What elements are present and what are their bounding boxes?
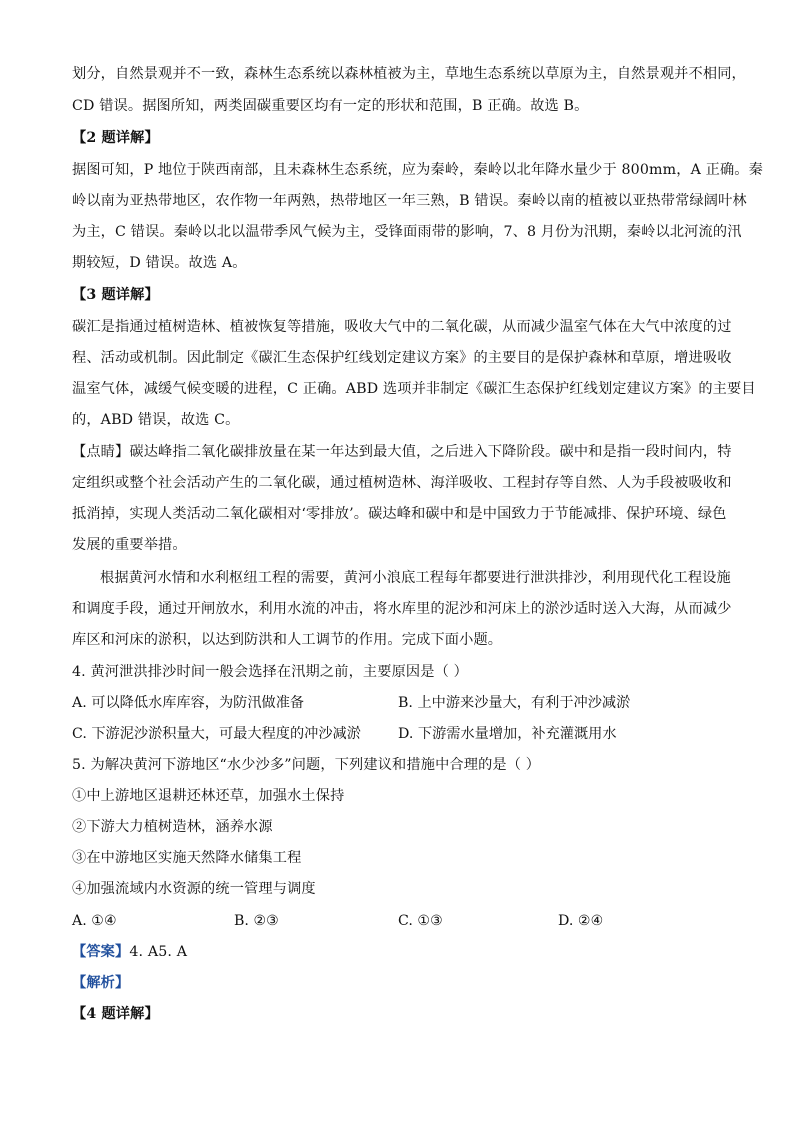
section-heading: 【4 题详解】 (72, 1006, 159, 1022)
option-4a: A. 可以降低水库库容，为防汛做准备 (72, 695, 305, 711)
text-line: 的，ABD 错误，故选 C。 (72, 412, 240, 428)
statement-1: ①中上游地区退耕还林还草，加强水土保持 (72, 788, 345, 804)
analysis-tag: 【解析】 (72, 975, 130, 991)
option-4c: C. 下游泥沙淤积量大，可最大程度的冲沙减淤 (72, 726, 361, 742)
question-4: 4. 黄河泄洪排沙时间一般会选择在汛期之前，主要原因是（ ） (72, 664, 468, 680)
statement-2: ②下游大力植树造林，涵养水源 (72, 819, 273, 835)
option-5d: D. ②④ (558, 913, 604, 929)
text-line: 定组织或整个社会活动产生的二氧化碳，通过植树造林、海洋吸收、工程封存等自然、人为手段被吸收和 (72, 475, 732, 491)
text-line: 【点睛】碳达峰指二氧化碳排放量在某一年达到最大值，之后进入下降阶段。碳中和是指一段时间内，特 (72, 444, 732, 460)
option-4d: D. 下游需水量增加，补充灌溉用水 (398, 726, 617, 742)
text-line: 据图可知，P 地位于陕西南部，且未森林生态系统，应为秦岭，秦岭以北年降水量少于 800mm，A 正确。秦 (72, 162, 763, 178)
text-line: 抵消掉，实现人类活动二氧化碳相对‘零排放’。碳达峰和碳中和是中国致力于节能减排、保护环境、绿色 (72, 506, 727, 522)
section-heading: 【3 题详解】 (72, 287, 159, 303)
text-line: 为主，C 错误。秦岭以北以温带季风气候为主，受锋面雨带的影响，7、8 月份为汛期，秦岭以北河流的汛 (72, 224, 742, 240)
text-line: 碳汇是指通过植树造林、植被恢复等措施，吸收大气中的二氧化碳，从而减少温室气体在大气中浓度的过 (72, 319, 732, 335)
text-line: 程、活动或机制。因此制定《碳汇生态保护红线划定建议方案》的主要目的是保护森林和草原，增进吸收 (72, 350, 732, 366)
text-line: 划分，自然景观并不一致，森林生态系统以森林植被为主，草地生态系统以草原为主，自然景观并不相同， (72, 66, 746, 82)
option-4b: B. 上中游来沙量大，有利于冲沙减淤 (398, 695, 631, 711)
statement-3: ③在中游地区实施天然降水储集工程 (72, 850, 302, 866)
text-line: 期较短，D 错误。故选 A。 (72, 255, 247, 271)
option-5b: B. ②③ (234, 913, 279, 929)
section-heading: 【2 题详解】 (72, 130, 159, 146)
text-line: 岭以南为亚热带地区，农作物一年两熟，热带地区一年三熟，B 错误。秦岭以南的植被以亚热带常绿阔叶林 (72, 193, 747, 209)
answer-text: 4. A5. A (129, 944, 188, 960)
passage-line: 库区和河床的淤积，以达到防洪和人工调节的作用。完成下面小题。 (72, 632, 503, 648)
text-line: 发展的重要举措。 (72, 537, 187, 553)
text-line: CD 错误。据图所知，两类固碳重要区均有一定的形状和范围，B 正确。故选 B。 (72, 98, 589, 114)
statement-4: ④加强流域内水资源的统一管理与调度 (72, 881, 316, 897)
option-5a: A. ①④ (72, 913, 117, 929)
passage-line: 根据黄河水情和水利枢纽工程的需要，黄河小浪底工程每年都要进行泄洪排沙，利用现代化工程设施 (100, 570, 731, 586)
answer-tag: 【答案】 (72, 944, 130, 960)
question-5: 5. 为解决黄河下游地区“水少沙多”问题，下列建议和措施中合理的是（ ） (72, 757, 541, 773)
answer-line (72, 942, 732, 962)
option-5c: C. ①③ (398, 913, 443, 929)
passage-line: 和调度手段，通过开闸放水，利用水流的冲击，将水库里的泥沙和河床上的淤沙适时送入大海，从而减少 (72, 601, 732, 617)
text-line: 温室气体，减缓气候变暖的进程，C 正确。ABD 选项并非制定《碳汇生态保护红线划定建议方案》的主要目 (72, 381, 756, 397)
